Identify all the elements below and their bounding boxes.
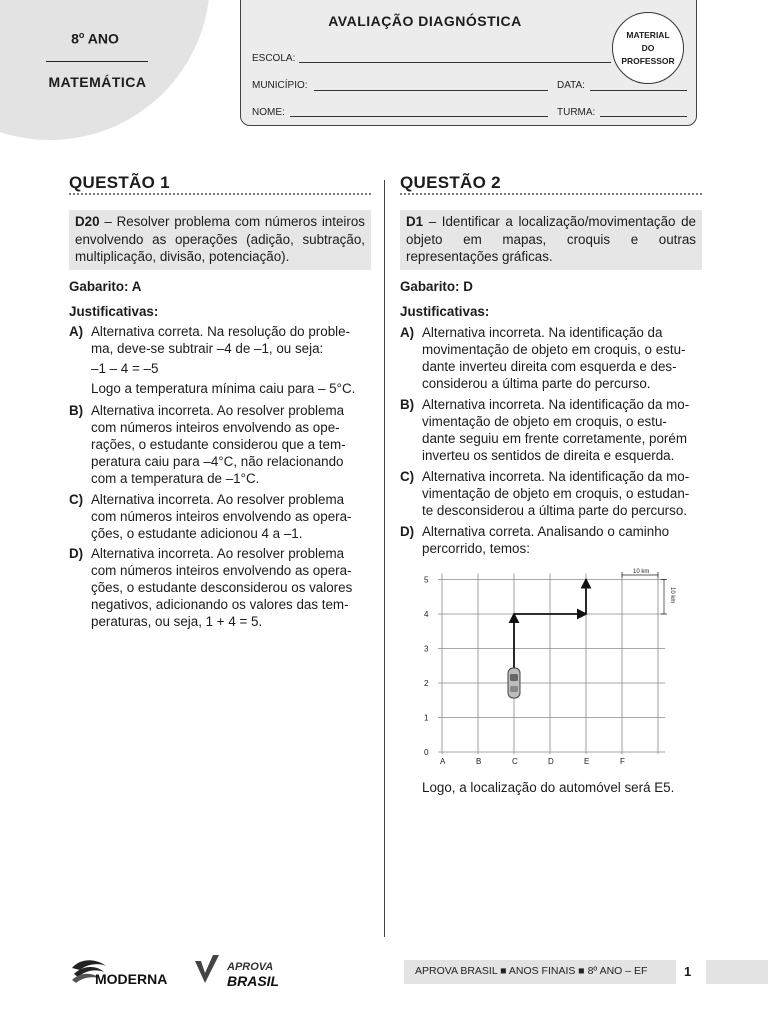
moderna-logo [70,958,180,990]
subject-label: MATEMÁTICA [48,74,147,90]
x-tick-label: D [548,757,554,766]
turma-label: TURMA: [557,107,596,118]
x-tick-label: B [476,757,482,766]
x-tick-label: F [620,757,625,766]
nome-label: NOME: [252,107,285,118]
nome-field[interactable] [290,116,548,117]
justifications-heading: Justificativas: [400,304,490,319]
x-tick-label: E [584,757,590,766]
page-number: 1 [684,964,692,979]
svg-text:BRASIL: BRASIL [227,973,280,989]
y-tick-label: 2 [424,679,429,688]
grade-label: 8$^o$ ANO [71,30,119,47]
dotted-rule [69,193,371,195]
justifications-heading: Justificativas: [69,304,159,319]
municipio-label: MUNICÍPIO: [252,80,308,91]
data-label: DATA: [557,80,585,91]
conclusion: Logo, a localização do automóvel será E5. [422,780,675,795]
corner-decoration [0,0,210,140]
route-grid-figure [420,565,700,770]
x-tick-label: A [440,757,446,766]
car-icon [508,668,520,698]
divider [46,61,148,62]
y-tick-label: 5 [424,575,429,585]
question-2-title: QUESTÃO 2 [400,173,501,192]
escola-field[interactable] [299,62,611,63]
y-tick-label: 0 [424,748,429,757]
answer-key: Gabarito: D [400,279,473,294]
y-tick-label: 3 [424,644,429,654]
descriptor-box: D20 – Resolver problema com números inteiros envolvendo as operações (adição, subtração, multiplicação, divisão, potenciação). [69,210,371,270]
scale-label-vertical: 10 km [669,587,675,604]
question-1-title: QUESTÃO 1 [69,173,170,192]
answer-key: Gabarito: A [69,279,142,294]
y-tick-label: 1 [424,713,429,723]
svg-text:APROVA: APROVA [227,961,274,973]
svg-text:MODERNA: MODERNA [95,971,168,987]
dotted-rule [400,193,702,195]
grid-lines [438,574,665,755]
turma-field[interactable] [600,116,687,117]
descriptor-box: D1 – Identificar a localização/movimentação de objeto em mapas, croquis e outras representações gráficas. [400,210,702,270]
scale-bar-vertical [661,580,667,615]
footer-text: APROVA BRASIL ■ ANOS FINAIS ■ 8º ANO – EF [415,965,648,977]
column-divider [384,180,385,937]
municipio-field[interactable] [314,90,548,91]
escola-label: ESCOLA: [252,53,296,64]
scale-label-horizontal: 10 km [633,569,650,575]
data-field[interactable] [590,90,687,91]
aprova-brasil-logo [193,953,283,991]
x-tick-label: C [512,757,518,766]
teacher-material-stamp: MATERIAL DO PROFESSOR [612,12,684,84]
y-tick-label: 4 [424,610,429,619]
form-title: AVALIAÇÃO DIAGNÓSTICA [328,13,522,29]
